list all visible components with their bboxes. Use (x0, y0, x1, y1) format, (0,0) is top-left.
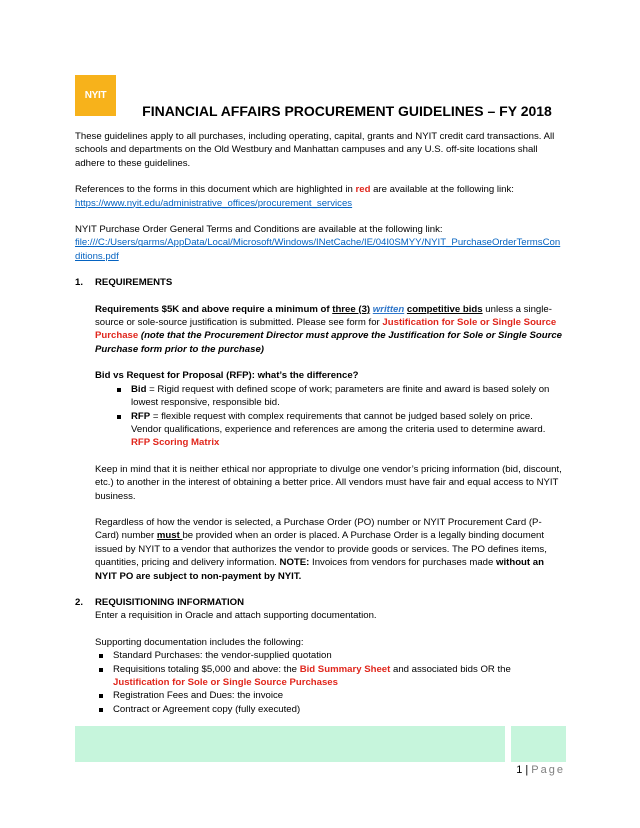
procurement-services-link[interactable]: https://www.nyit.edu/administrative_offices/procurement_services (75, 197, 353, 209)
ethics-paragraph: Keep in mind that it is neither ethical nor appropriate to divulge one vendor’s pricing information (bid, discount, etc.) to another in the interest of obtaining a better price. All vendors must have fair and equal access to NYIT business. (95, 463, 562, 502)
justification-form-link[interactable]: Justification for Sole or Single Source Purchase (95, 317, 557, 342)
section-2-heading: 2. REQUISITIONING INFORMATION (75, 596, 245, 608)
page-title: FINANCIAL AFFAIRS PROCUREMENT GUIDELINES – FY 2018 (142, 103, 552, 119)
terms-paragraph: NYIT Purchase Order General Terms and Conditions are available at the following link: file:///C:/Users/garms/AppData/Local/Microsoft/Windows/INetCache/IE/04I0SMYY/NYIT_PurchaseOrderTermsConditions.pdf (75, 224, 561, 262)
list-item: RFP = flexible request with complex requirements that cannot be judged based solely on price. Vendor qualifications, experience and references are among the criteria used to determine award. RFP Scoring Matrix (113, 410, 565, 450)
justification-sole-source-link[interactable]: Justification for Sole or Single Source Purchases (113, 677, 338, 688)
bid-rfp-list (113, 383, 565, 450)
requirements-paragraph: Requirements $5K and above require a minimum of three (3) written competitive bids unless a single-source or sole-source justification is submitted. Please see form for Justification for Sole or Single Source Purchase (note that the Procurement Director must approve the Justification for Sole or Single Source Purchase form prior to the purchase) (95, 303, 563, 355)
red-highlight: red (355, 184, 371, 196)
intro-paragraph: These guidelines apply to all purchases, including operating, capital, grants and NYIT credit card transactions. All schools and departments on the Old Westbury and Manhattan campuses and any U.S. off-site locations shall adhere to these guidelines. (75, 131, 555, 169)
terms-conditions-link[interactable]: file:///C:/Users/garms/AppData/Local/Microsoft/Windows/INetCache/IE/04I0SMYY/NYIT_PurchaseOrderTermsConditions.pdf (75, 237, 561, 262)
list-item: Registration Fees and Dues: the invoice (95, 689, 565, 702)
list-item: Contract or Agreement copy (fully executed) (95, 703, 565, 716)
list-item: Standard Purchases: the vendor-supplied quotation (95, 649, 565, 662)
supporting-docs-list (95, 649, 565, 716)
bid-vs-rfp-heading: Bid vs Request for Proposal (RFP): what’s the difference? (95, 370, 359, 382)
page-number: 1 | Page (516, 764, 565, 776)
bid-summary-sheet-link[interactable]: Bid Summary Sheet (299, 663, 391, 675)
document-body (75, 130, 565, 716)
supporting-docs-intro: Supporting documentation includes the following: (95, 636, 304, 648)
footer-bar-right (511, 726, 566, 762)
section-1-heading: 1. REQUIREMENTS (75, 277, 173, 289)
footer-bar-left (75, 726, 505, 762)
nyit-logo: NYIT (75, 75, 116, 116)
list-item: Requisitions totaling $5,000 and above: the Bid Summary Sheet and associated bids OR the Justification for Sole or Single Source Purchases (95, 663, 565, 690)
list-item: Bid = Rigid request with defined scope of work; parameters are finite and award is based solely on lowest responsive, responsible bid. (113, 383, 565, 410)
requisition-line: Enter a requisition in Oracle and attach supporting documentation. (95, 610, 377, 622)
references-paragraph: References to the forms in this document which are highlighted in red are available at the following link: https://www.nyit.edu/administrative_offices/procurement_services (75, 184, 514, 209)
rfp-scoring-matrix-link[interactable]: RFP Scoring Matrix (131, 437, 220, 449)
po-paragraph: Regardless of how the vendor is selected, a Purchase Order (PO) number or NYIT Procurement Card (P-Card) number must be provided when an order is placed. A Purchase Order is a legally binding document issued by NYIT to a vendor that authorizes the vendor to provide goods or services. The PO defines items, quantities, pricing and delivery information. NOTE: Invoices from vendors for purchases made without an NYIT PO are subject to non-payment by NYIT. (95, 516, 547, 582)
